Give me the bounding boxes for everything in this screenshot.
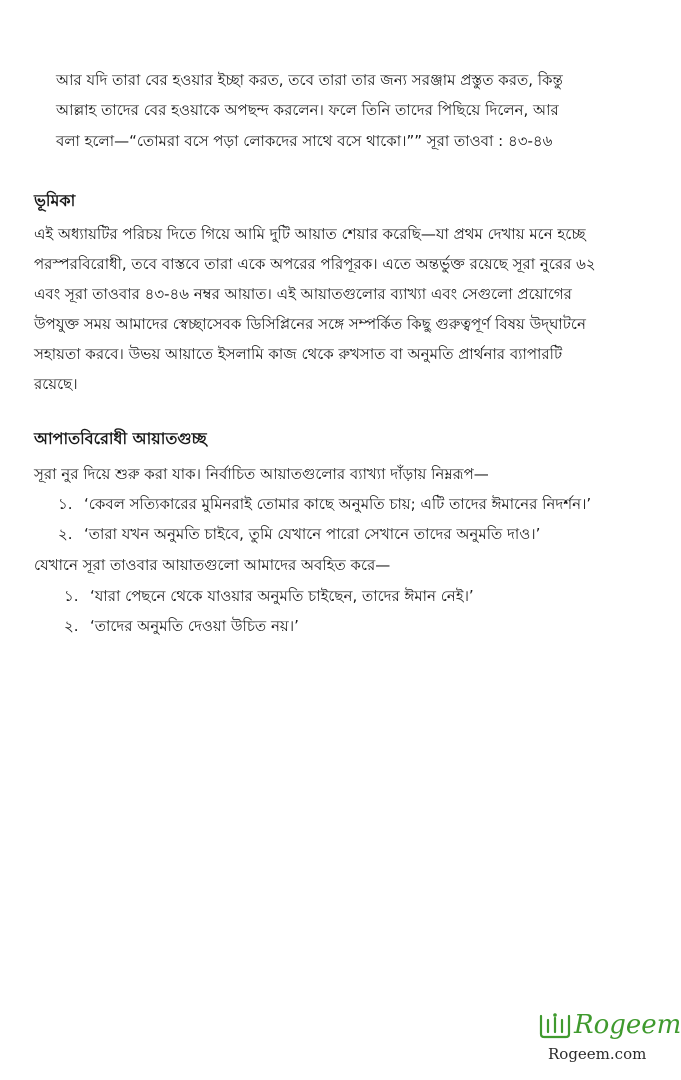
- rogeem-logo-icon: [538, 1012, 572, 1040]
- list-item: [58, 494, 591, 514]
- watermark-name: Rogeem: [574, 1010, 681, 1040]
- section-heading-verses: আপাতবিরোধী আয়াতগুচ্ছ: [34, 429, 207, 448]
- watermark-url: Rogeem.com: [548, 1045, 647, 1063]
- paragraph-line: যেখানে সূরা তাওবার আয়াতগুলো আমাদের অবহিত করে—: [34, 556, 391, 574]
- list-item-number: ২.: [58, 525, 73, 543]
- paragraph-line: পরস্পরবিরোধী, তবে বাস্তবে তারা একে অপরের পরিপূরক। এতে অন্তর্ভুক্ত রয়েছে সূরা নুরের ৬২: [34, 255, 596, 273]
- list-item-text: ‘তাদের অনুমতি দেওয়া উচিত নয়।’: [90, 617, 299, 635]
- list-item-text: ‘তারা যখন অনুমতি চাইবে, তুমি যেখানে পারো সেখানে তাদের অনুমতি দাও।’: [84, 525, 541, 543]
- list-item-number: ১.: [64, 587, 79, 605]
- list-item: [64, 616, 299, 636]
- section-heading-introduction: ভূমিকা: [34, 191, 76, 210]
- paragraph-line: সহায়তা করবে। উভয় আয়াতে ইসলামি কাজ থেকে রুখসাত বা অনুমতি প্রার্থনার ব্যাপারটি: [34, 345, 563, 363]
- list-item: [64, 586, 474, 606]
- list-item-text: ‘যারা পেছনে থেকে যাওয়ার অনুমতি চাইছেন, তাদের ঈমান নেই।’: [90, 587, 474, 605]
- paragraph-line: সূরা নুর দিয়ে শুরু করা যাক। নির্বাচিত আয়াতগুলোর ব্যাখ্যা দাঁড়ায় নিম্নরূপ—: [34, 465, 489, 483]
- list-item-number: ১.: [58, 495, 73, 513]
- paragraph-line: এই অধ্যায়টির পরিচয় দিতে গিয়ে আমি দুটি আয়াত শেয়ার করেছি—যা প্রথম দেখায় মনে হচ্ছে: [34, 225, 586, 243]
- intro-quote-line: আল্লাহ তাদের বের হওয়াকে অপছন্দ করলেন। ফলে তিনি তাদের পিছিয়ে দিলেন, আর: [56, 101, 559, 119]
- intro-quote-line: বলা হলো—“তোমরা বসে পড়া লোকদের সাথে বসে থাকো।”” সূরা তাওবা : ৪৩-৪৬: [56, 132, 553, 150]
- list-item: [58, 524, 540, 544]
- paragraph-line: এবং সূরা তাওবার ৪৩-৪৬ নম্বর আয়াত। এই আয়াতগুলোর ব্যাখ্যা এবং সেগুলো প্রয়োগের: [34, 285, 572, 303]
- watermark-logo: [530, 1008, 681, 1068]
- intro-quote-line: আর যদি তারা বের হওয়ার ইচ্ছা করত, তবে তারা তার জন্য সরঞ্জাম প্রস্তুত করত, কিন্তু: [56, 71, 563, 89]
- list-item-number: ২.: [64, 617, 79, 635]
- paragraph-line: উপযুক্ত সময় আমাদের স্বেচ্ছাসেবক ডিসিপ্লিনের সঙ্গে সম্পর্কিত কিছু গুরুত্বপূর্ণ বিষয় উদ্‌ঘাটনে: [34, 315, 586, 333]
- paragraph-line: রয়েছে।: [34, 375, 78, 393]
- list-item-text: ‘কেবল সত্যিকারের মুমিনরাই তোমার কাছে অনুমতি চায়; এটি তাদের ঈমানের নিদর্শন।’: [84, 495, 592, 513]
